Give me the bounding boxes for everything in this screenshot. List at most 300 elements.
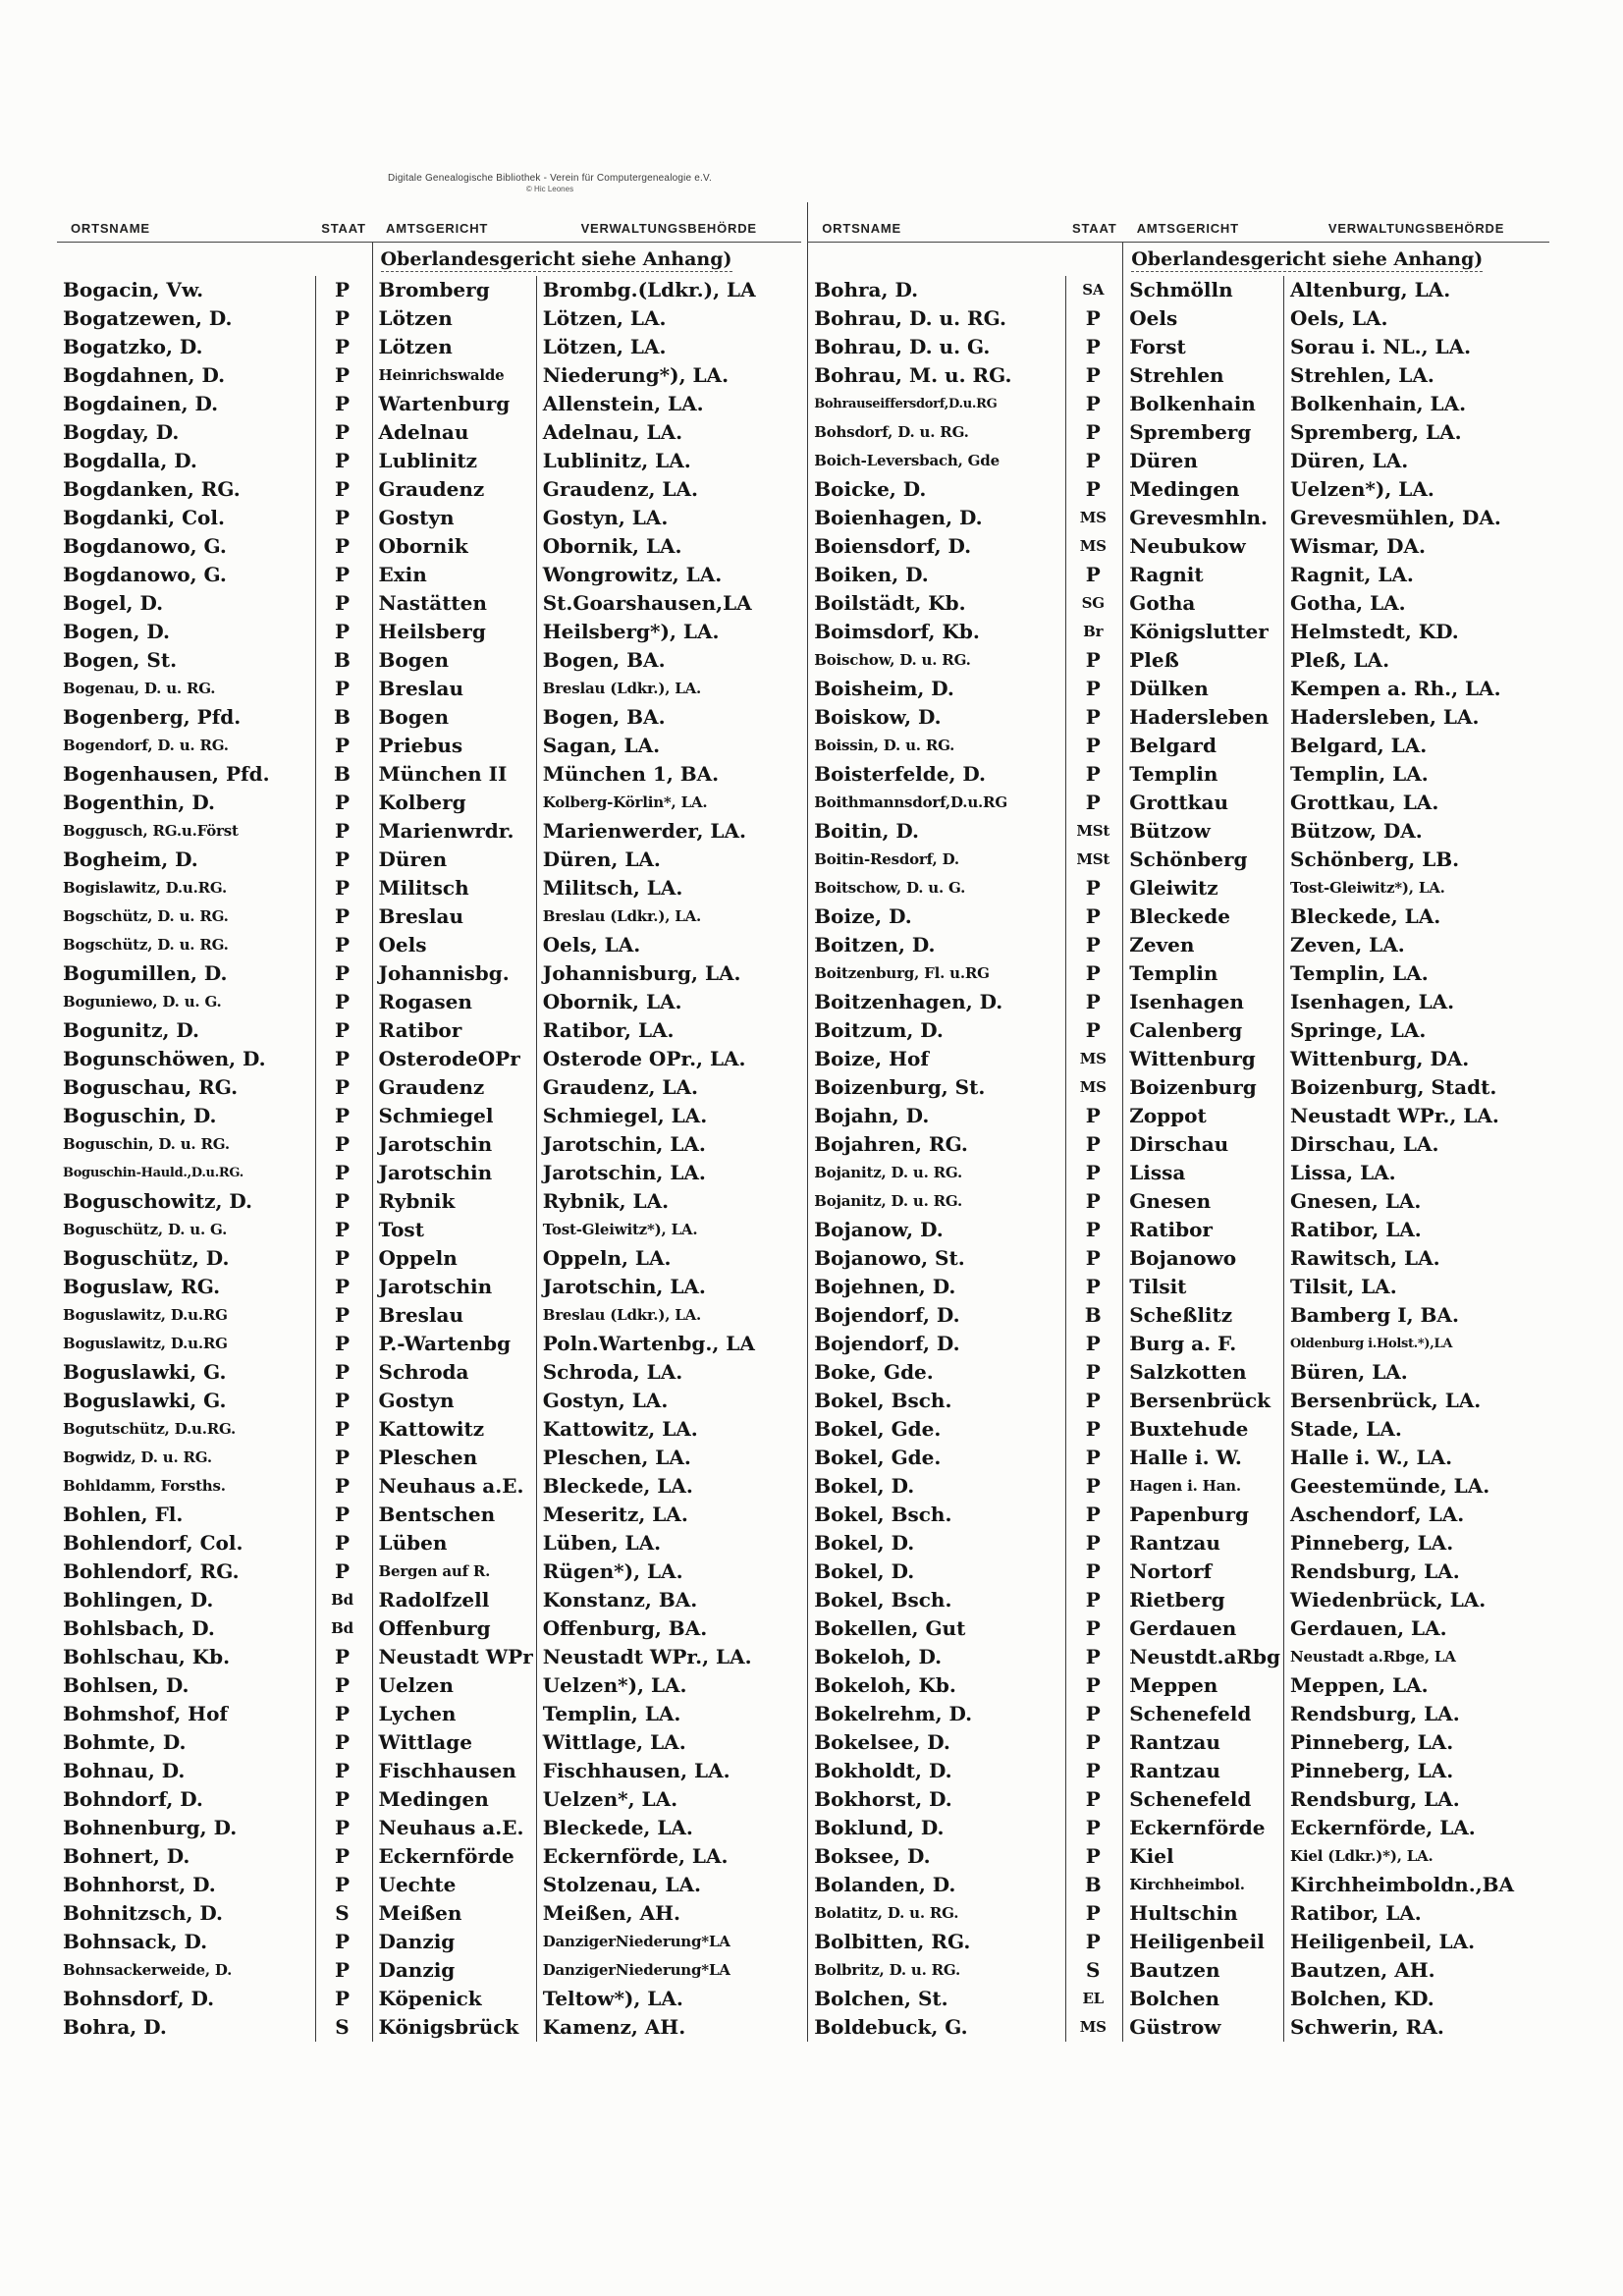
amtsgericht-cell: Zeven [1123,931,1284,959]
amtsgericht-cell: Rantzau [1123,1728,1284,1757]
verwaltung-cell: Heilsberg*), LA. [536,618,801,646]
staat-cell: P [1066,1757,1123,1785]
right-column-header-row [808,202,1549,243]
ortsname-cell: Bohsdorf, D. u. RG. [814,423,969,441]
staat-cell: P [315,304,372,333]
staat-cell: P [1066,561,1123,589]
verwaltung-cell: Kattowitz, LA. [536,1415,801,1444]
staat-cell: P [1066,390,1123,418]
ortsname-cell: Bohlendorf, RG. [63,1559,240,1583]
ortsname-cell: Bohnsack, D. [63,1930,208,1953]
table-row [808,333,1549,361]
staat-cell: P [315,1842,372,1871]
ortsname-cell: Boitzenburg, Fl. u.RG [814,964,990,982]
amtsgericht-cell: Rantzau [1123,1757,1284,1785]
amtsgericht-cell: Ratibor [372,1016,536,1045]
staat-cell: P [1066,760,1123,789]
staat-cell: P [315,1814,372,1842]
table-row [57,988,801,1016]
amtsgericht-cell: Oels [372,931,536,959]
table-row [57,418,801,447]
table-row [808,817,1549,846]
table-row [808,1871,1549,1899]
verwaltung-cell: Schwerin, RA. [1284,2013,1549,2042]
column-header-ortsname: ORTSNAME [57,202,315,243]
staat-cell: P [1066,931,1123,959]
table-row [808,1842,1549,1871]
amtsgericht-cell: Graudenz [372,475,536,504]
table-row [57,1244,801,1273]
verwaltung-cell: Grevesmühlen, DA. [1284,504,1549,532]
table-row [57,2013,801,2042]
verwaltung-cell: Marienwerder, LA. [536,817,801,846]
staat-cell: P [315,1956,372,1985]
table-row [57,1985,801,2013]
staat-cell: P [1066,1842,1123,1871]
staat-cell: P [1066,1273,1123,1301]
ortsname-cell: Bojendorf, D. [814,1332,960,1355]
ortsname-cell: Bokelrehm, D. [814,1702,973,1725]
staat-cell: P [1066,1643,1123,1671]
ortsname-cell: Bohnhorst, D. [63,1873,216,1896]
verwaltung-cell: Konstanz, BA. [536,1586,801,1614]
amtsgericht-cell: Ratibor [1123,1216,1284,1244]
staat-cell: P [1066,333,1123,361]
left-table-head [57,202,801,276]
ortsname-cell: Boklund, D. [814,1816,945,1839]
ortsname-cell: Boguschin-Hauld.,D.u.RG. [63,1166,243,1180]
table-row [808,1757,1549,1785]
ortsname-cell: Boguslaw, RG. [63,1275,221,1298]
ortsname-cell: Boize, Hof [814,1047,929,1070]
staat-cell: P [1066,1700,1123,1728]
staat-cell: P [1066,447,1123,475]
verwaltung-cell: Offenburg, BA. [536,1614,801,1643]
ortsname-cell: Bohnert, D. [63,1844,190,1868]
ortsname-cell: Bokel, D. [814,1531,915,1555]
amtsgericht-cell: Bromberg [372,276,536,304]
staat-cell: P [1066,675,1123,703]
staat-cell: P [315,1444,372,1472]
staat-cell: P [315,1073,372,1102]
staat-cell: MSt [1066,846,1123,874]
table-row [57,1899,801,1928]
table-row [808,1985,1549,2013]
verwaltung-cell: Oels, LA. [1284,304,1549,333]
verwaltung-cell: Brombg.(Ldkr.), LA [536,276,801,304]
staat-cell: P [315,1785,372,1814]
ortsname-cell: Bohrau, M. u. RG. [814,363,1012,387]
amtsgericht-cell: Wittenburg [1123,1045,1284,1073]
verwaltung-cell: Pinneberg, LA. [1284,1757,1549,1785]
amtsgericht-cell: Bogen [372,646,536,675]
verwaltung-cell: Neustadt WPr., LA. [536,1643,801,1671]
table-row [57,1814,801,1842]
amtsgericht-cell: Schmölln [1123,276,1284,304]
verwaltung-cell: Templin, LA. [1284,959,1549,988]
ortsname-cell: Boitin, D. [814,819,919,843]
verwaltung-cell: Büren, LA. [1284,1358,1549,1387]
verwaltung-cell: Bolchen, KD. [1284,1985,1549,2013]
table-row [808,789,1549,817]
ortsname-cell: Bojanowo, St. [814,1246,965,1270]
amtsgericht-cell: Boizenburg [1123,1073,1284,1102]
table-row [808,532,1549,561]
staat-cell: P [315,1700,372,1728]
staat-cell: P [315,1216,372,1244]
table-row [808,1586,1549,1614]
staat-cell: P [315,390,372,418]
staat-cell: P [315,988,372,1016]
staat-cell: EL [1066,1985,1123,2013]
table-row [57,532,801,561]
table-row [808,1558,1549,1586]
verwaltung-cell: Gnesen, LA. [1284,1187,1549,1216]
table-row [57,304,801,333]
verwaltung-cell: Neustadt a.Rbge, LA [1284,1643,1549,1671]
staat-cell: P [315,333,372,361]
amtsgericht-cell: Nortorf [1123,1558,1284,1586]
amtsgericht-cell: Schenefeld [1123,1700,1284,1728]
table-row [57,1643,801,1671]
verwaltung-cell: Adelnau, LA. [536,418,801,447]
table-row [808,447,1549,475]
amtsgericht-cell: Isenhagen [1123,988,1284,1016]
staat-cell: P [315,1358,372,1387]
table-row [57,1102,801,1130]
verwaltung-cell: Aschendorf, LA. [1284,1501,1549,1529]
ortsname-cell: Bogel, D. [63,591,164,615]
amtsgericht-cell: Rybnik [372,1187,536,1216]
staat-cell: P [315,418,372,447]
staat-cell: P [1066,902,1123,931]
amtsgericht-cell: Bolkenhain [1123,390,1284,418]
staat-cell: B [315,646,372,675]
table-row [808,1216,1549,1244]
ortsname-cell: Boguslawitz, D.u.RG [63,1335,228,1352]
amtsgericht-cell: Strehlen [1123,361,1284,390]
amtsgericht-cell: Pleschen [372,1444,536,1472]
ortsname-cell: Boguslawki, G. [63,1389,227,1412]
column-header-verwaltungsbehoerde: VERWALTUNGSBEHÖRDE [536,202,801,243]
amtsgericht-cell: Rantzau [1123,1529,1284,1558]
amtsgericht-cell: Danzig [372,1956,536,1985]
verwaltung-cell: Tost-Gleiwitz*), LA. [536,1216,801,1244]
amtsgericht-cell: Dülken [1123,675,1284,703]
verwaltung-cell: Breslau (Ldkr.), LA. [536,1301,801,1330]
verwaltung-cell: Lötzen, LA. [536,333,801,361]
table-row [808,1529,1549,1558]
table-row [57,817,801,846]
ortsname-cell: Boienhagen, D. [814,506,983,529]
staat-cell: P [1066,1529,1123,1558]
table-row [57,475,801,504]
verwaltung-cell: Bützow, DA. [1284,817,1549,846]
ortsname-cell: Bogdahnen, D. [63,363,226,387]
verwaltung-cell: Grottkau, LA. [1284,789,1549,817]
ortsname-cell: Bokel, Bsch. [814,1588,952,1612]
ortsname-cell: Boisheim, D. [814,677,954,700]
table-row [57,1529,801,1558]
table-row [808,1643,1549,1671]
table-row [57,902,801,931]
ortsname-cell: Bohndorf, D. [63,1787,203,1811]
verwaltung-cell: Gostyn, LA. [536,1387,801,1415]
amtsgericht-cell: Lublinitz [372,447,536,475]
ortsname-cell: Boguschin, D. u. RG. [63,1135,230,1153]
staat-cell: P [315,1301,372,1330]
table-row [808,675,1549,703]
staat-cell: P [1066,1671,1123,1700]
staat-cell: P [1066,703,1123,732]
column-header-staat: STAAT [315,202,372,243]
verwaltung-cell: Wongrowitz, LA. [536,561,801,589]
verwaltung-cell: Eckernförde, LA. [536,1842,801,1871]
table-row [808,276,1549,304]
ortsname-cell: Boilstädt, Kb. [814,591,966,615]
verwaltung-cell: Lissa, LA. [1284,1159,1549,1187]
amtsgericht-cell: Grottkau [1123,789,1284,817]
table-row [57,333,801,361]
amtsgericht-cell: Neustadt WPr [372,1643,536,1671]
table-row [57,1073,801,1102]
staat-cell: MS [1066,1045,1123,1073]
verwaltung-cell: Pinneberg, LA. [1284,1728,1549,1757]
ortsname-cell: Bokel, Bsch. [814,1503,952,1526]
verwaltung-cell: Stade, LA. [1284,1415,1549,1444]
table-row [808,646,1549,675]
amtsgericht-cell: Marienwrdr. [372,817,536,846]
verwaltung-cell: Jarotschin, LA. [536,1159,801,1187]
subnote-cell [372,243,801,277]
amtsgericht-cell: Belgard [1123,732,1284,760]
verwaltung-cell: Wittlage, LA. [536,1728,801,1757]
ortsname-cell: Boguslawitz, D.u.RG [63,1306,228,1324]
column-header-amtsgericht: AMTSGERICHT [1123,202,1284,243]
ortsname-cell: Boissin, D. u. RG. [814,737,955,754]
verwaltung-cell: Lüben, LA. [536,1529,801,1558]
verwaltung-cell: Meppen, LA. [1284,1671,1549,1700]
ortsname-cell: Bogunschöwen, D. [63,1047,266,1070]
verwaltung-cell: Ratibor, LA. [1284,1899,1549,1928]
table-row [57,1216,801,1244]
staat-cell: Br [1066,618,1123,646]
verwaltung-cell: Rybnik, LA. [536,1187,801,1216]
subnote-spacer [57,243,372,277]
ortsname-cell: Bohlendorf, Col. [63,1531,243,1555]
table-row [808,1358,1549,1387]
amtsgericht-cell: Templin [1123,959,1284,988]
amtsgericht-cell: Jarotschin [372,1273,536,1301]
staat-cell: P [315,1244,372,1273]
table-row [57,1301,801,1330]
ortsname-cell: Bohrau, D. u. RG. [814,306,1006,330]
table-row [808,846,1549,874]
staat-cell: Bd [315,1614,372,1643]
staat-cell: P [1066,732,1123,760]
ortsname-cell: Boguschau, RG. [63,1075,239,1099]
right-half-table [807,202,1548,2042]
amtsgericht-cell: P.-Wartenbg [372,1330,536,1358]
ortsname-cell: Bohnsackerweide, D. [63,1961,233,1979]
amtsgericht-cell: Lissa [1123,1159,1284,1187]
table-row [808,1159,1549,1187]
staat-cell: P [315,1016,372,1045]
table-row [57,276,801,304]
verwaltung-cell: Bersenbrück, LA. [1284,1387,1549,1415]
column-header-verwaltungsbehoerde: VERWALTUNGSBEHÖRDE [1284,202,1549,243]
table-row [808,1073,1549,1102]
staat-cell: P [315,1728,372,1757]
table-row [57,447,801,475]
ortsname-cell: Bogdainen, D. [63,392,219,415]
verwaltung-cell: Graudenz, LA. [536,475,801,504]
staat-cell: P [315,675,372,703]
verwaltung-cell: Kempen a. Rh., LA. [1284,675,1549,703]
staat-cell: P [1066,1216,1123,1244]
verwaltung-cell: Oldenburg i.Holst.*),LA [1284,1330,1549,1358]
staat-cell: P [315,1757,372,1785]
amtsgericht-cell: Breslau [372,1301,536,1330]
right-subnote-row [808,243,1549,277]
amtsgericht-cell: Militsch [372,874,536,902]
ortsname-cell: Bokeloh, D. [814,1645,943,1668]
ortsname-cell: Boitzen, D. [814,933,936,957]
table-row [57,1016,801,1045]
staat-cell: P [1066,1387,1123,1415]
amtsgericht-cell: Bolchen [1123,1985,1284,2013]
staat-cell: MS [1066,1073,1123,1102]
verwaltung-cell: Fischhausen, LA. [536,1757,801,1785]
amtsgericht-cell: Schmiegel [372,1102,536,1130]
staat-cell: P [315,589,372,618]
table-row [808,475,1549,504]
table-row [808,1130,1549,1159]
table-row [808,304,1549,333]
verwaltung-cell: Rendsburg, LA. [1284,1558,1549,1586]
ortsname-cell: Bohldamm, Forsths. [63,1477,226,1495]
verwaltung-cell: Pleß, LA. [1284,646,1549,675]
verwaltung-cell: Neustadt WPr., LA. [1284,1102,1549,1130]
verwaltung-cell: Pinneberg, LA. [1284,1529,1549,1558]
verwaltung-cell: Spremberg, LA. [1284,418,1549,447]
ortsname-cell: Bohlen, Fl. [63,1503,184,1526]
verwaltung-cell: Uelzen*), LA. [1284,475,1549,504]
staat-cell: P [315,561,372,589]
table-row [808,959,1549,988]
amtsgericht-cell: Güstrow [1123,2013,1284,2042]
table-row [57,646,801,675]
verwaltung-cell: Allenstein, LA. [536,390,801,418]
table-row [57,1671,801,1700]
ortsname-cell: Boize, D. [814,904,912,928]
amtsgericht-cell: Eckernförde [1123,1814,1284,1842]
ortsname-cell: Bogunitz, D. [63,1018,200,1042]
table-row [57,1842,801,1871]
table-row [57,1928,801,1956]
amtsgericht-cell: Gostyn [372,504,536,532]
ortsname-cell: Bogdalla, D. [63,449,197,472]
amtsgericht-cell: Nastätten [372,589,536,618]
staat-cell: P [315,1985,372,2013]
ortsname-cell: Bogwidz, D. u. RG. [63,1449,212,1466]
ortsname-cell: Boldebuck, G. [814,2015,968,2039]
amtsgericht-cell: Bogen [372,703,536,732]
verwaltung-cell: Meseritz, LA. [536,1501,801,1529]
ortsname-cell: Boguschin, D. [63,1104,217,1127]
table-row [57,361,801,390]
amtsgericht-cell: Forst [1123,333,1284,361]
verwaltung-cell: Heiligenbeil, LA. [1284,1928,1549,1956]
ortsname-cell: Bohnitzsch, D. [63,1901,224,1925]
verwaltung-cell: Osterode OPr., LA. [536,1045,801,1073]
staat-cell: P [315,618,372,646]
ortsname-cell: Bokel, D. [814,1474,915,1498]
table-row [808,1444,1549,1472]
table-row [57,703,801,732]
amtsgericht-cell: Burg a. F. [1123,1330,1284,1358]
table-row [808,1700,1549,1728]
ortsname-cell: Bohlingen, D. [63,1588,214,1612]
amtsgericht-cell: Hultschin [1123,1899,1284,1928]
staat-cell: P [315,732,372,760]
table-row [57,390,801,418]
table-row [808,1728,1549,1757]
ortsname-cell: Bolchen, St. [814,1987,948,2010]
staat-cell: P [315,1102,372,1130]
verwaltung-cell: Kolberg-Körlin*, LA. [536,789,801,817]
ortsname-cell: Bohra, D. [63,2015,167,2039]
amtsgericht-cell: Meppen [1123,1671,1284,1700]
verwaltung-cell: Altenburg, LA. [1284,276,1549,304]
ortsname-cell: Bogheim, D. [63,847,198,871]
table-row [808,1045,1549,1073]
ortsname-cell: Bogenau, D. u. RG. [63,680,216,697]
amtsgericht-cell: Priebus [372,732,536,760]
table-row [808,902,1549,931]
verwaltung-cell: Rawitsch, LA. [1284,1244,1549,1273]
table-row [808,561,1549,589]
table-row [57,675,801,703]
staat-cell: P [1066,1928,1123,1956]
amtsgericht-cell: Oels [1123,304,1284,333]
ortsname-cell: Bogschütz, D. u. RG. [63,936,229,954]
amtsgericht-cell: Fischhausen [372,1757,536,1785]
amtsgericht-cell: Grevesmhln. [1123,504,1284,532]
staat-cell: P [315,1671,372,1700]
table-row [57,1415,801,1444]
table-row [57,1159,801,1187]
table-row [808,1244,1549,1273]
watermark [0,173,1100,193]
table-row [57,1700,801,1728]
staat-cell: P [315,1501,372,1529]
amtsgericht-cell: OsterodeOPr [372,1045,536,1073]
staat-cell: P [1066,1159,1123,1187]
amtsgericht-cell: Lötzen [372,304,536,333]
right-table-head [808,202,1549,276]
verwaltung-cell: Obornik, LA. [536,988,801,1016]
verwaltung-cell: Stolzenau, LA. [536,1871,801,1899]
staat-cell: MS [1066,2013,1123,2042]
table-row [808,361,1549,390]
left-half-table [57,202,801,2042]
amtsgericht-cell: Obornik [372,532,536,561]
verwaltung-cell: Uelzen*), LA. [536,1671,801,1700]
ortsname-cell: Boguniewo, D. u. G. [63,993,222,1011]
staat-cell: S [315,2013,372,2042]
table-row [808,988,1549,1016]
